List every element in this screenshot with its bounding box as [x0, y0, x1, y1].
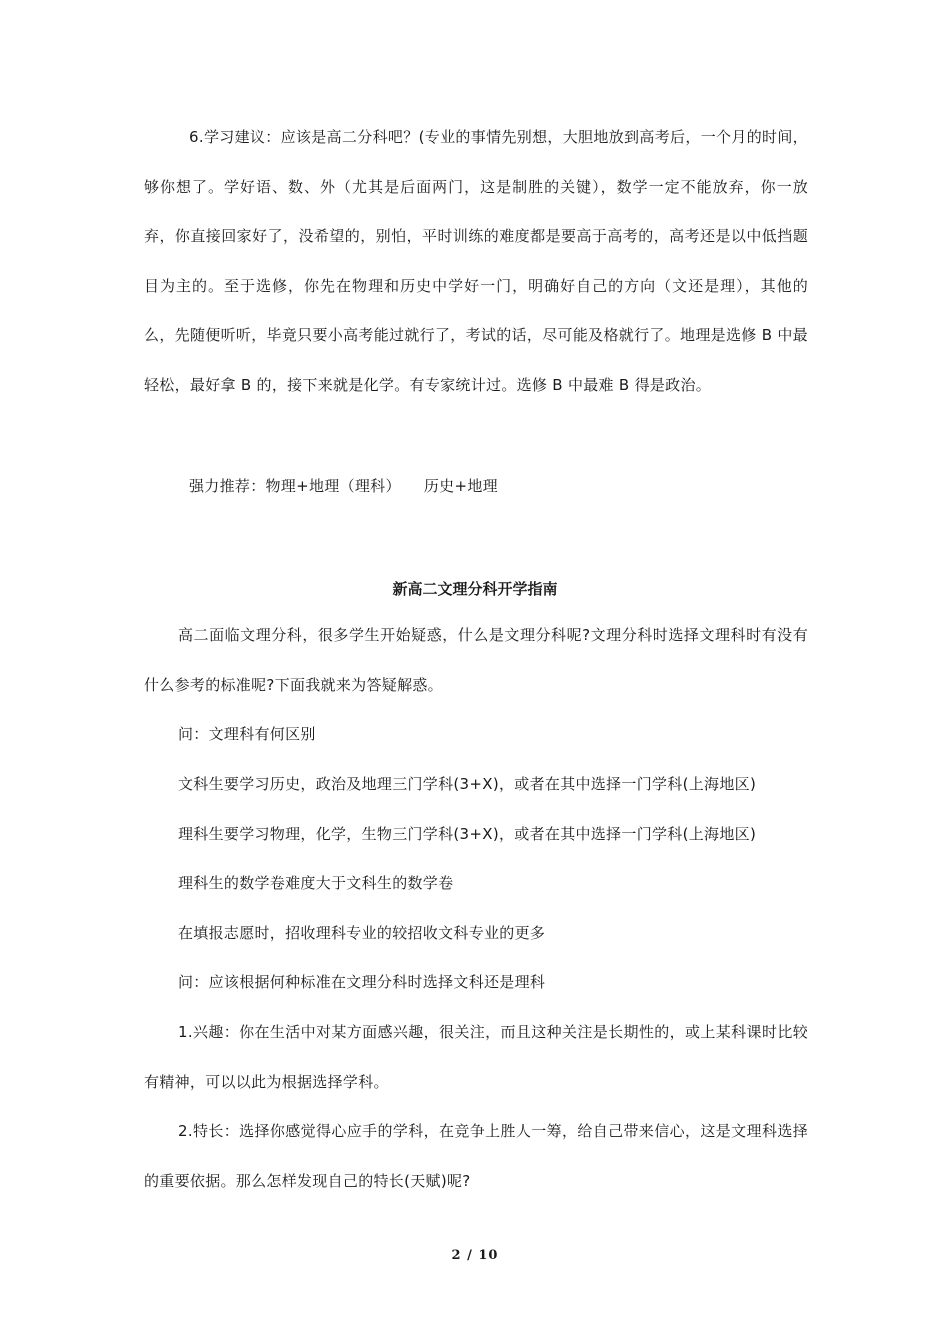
- interest-paragraph: 1.兴趣：你在生活中对某方面感兴趣，很关注，而且这种关注是长期性的，或上某科课时比较有精神，可以以此为根据选择学科。: [144, 1023, 808, 1091]
- study-advice-paragraph: 6.学习建议：应该是高二分科吧？(专业的事情先别想，大胆地放到高考后，一个月的时间，够你想了。学好语、数、外（尤其是后面两门，这是制胜的关键），数学一定不能放弃，你一放弃，你直接回家好了，没希望的，别怕，平时训练的难度都是要高于高考的，高考还是以中低挡题目为主的。至于选修，你先在物理和历史中学好一门，明确好自己的方向（文还是理），其他的么，先随便听听，毕竟只要小高考能过就行了，考试的话，尽可能及格就行了。地理是选修 B 中最轻松，最好拿 B 的，接下来就是化学。有专家统计过。选修 B 中最难 B 得是政治。: [144, 128, 808, 394]
- answer-line-3: 理科生的数学卷难度大于文科生的数学卷: [178, 874, 454, 892]
- question-2: 问：应该根据何种标准在文理分科时选择文科还是理科: [178, 973, 546, 991]
- answer-line-4: 在填报志愿时，招收理科专业的较招收文科专业的更多: [178, 924, 546, 942]
- answer-line-1: 文科生要学习历史，政治及地理三门学科(3+X)，或者在其中选择一门学科(上海地区): [178, 775, 757, 793]
- strength-paragraph: 2.特长：选择你感觉得心应手的学科，在竞争上胜人一筹，给自己带来信心，这是文理科选择的重要依据。那么怎样发现自己的特长(天赋)呢?: [144, 1122, 808, 1190]
- page-number: 2 / 10: [451, 1248, 499, 1263]
- answer-line-2: 理科生要学习物理，化学，生物三门学科(3+X)，或者在其中选择一门学科(上海地区): [178, 825, 757, 843]
- section-title: 新高二文理分科开学指南: [392, 580, 558, 598]
- recommendation-line: 强力推荐：物理+地理（理科） 历史+地理: [189, 477, 498, 495]
- question-1: 问：文理科有何区别: [178, 725, 316, 743]
- intro-paragraph: 高二面临文理分科，很多学生开始疑惑，什么是文理分科呢?文理分科时选择文理科时有没有什么参考的标准呢?下面我就来为答疑解惑。: [144, 626, 808, 694]
